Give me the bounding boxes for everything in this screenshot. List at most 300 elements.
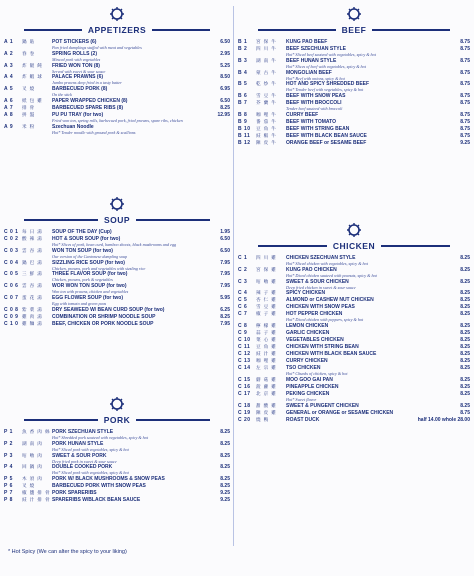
- ornament-icon: [238, 222, 470, 238]
- chicken-list: [238, 255, 470, 424]
- item-description: Hot* Sweet flavor: [286, 397, 317, 402]
- item-description: Minced pork with vegetables: [52, 57, 101, 62]
- item-code: B 5: [238, 81, 248, 88]
- item-description: Hot* Tender beef with vegetables, spicy & hot: [286, 88, 364, 93]
- menu-item: [4, 441, 230, 448]
- menu-item: [4, 321, 230, 328]
- menu-item: [238, 93, 470, 100]
- menu-item: [4, 98, 230, 105]
- item-description: Egg with tomato and green peas: [52, 301, 107, 306]
- menu-item: [238, 330, 470, 337]
- menu-item: [4, 112, 230, 119]
- item-code: C 0 2: [4, 236, 19, 242]
- item-price: 5.95: [220, 294, 230, 301]
- menu-item: [238, 267, 470, 274]
- item-name: SPRING ROLLS (2): [52, 50, 98, 57]
- item-price: 8.25: [460, 376, 470, 383]
- item-name: Szechuan Noodle: [52, 123, 94, 130]
- item-price: 8.25: [460, 278, 470, 285]
- item-code: C 16: [238, 383, 251, 390]
- item-description: Tender beef sauteed with broccoli: [286, 107, 343, 112]
- menu-item: [238, 133, 470, 140]
- item-chinese-name: 雞 麵 湯: [22, 321, 43, 327]
- item-chinese-name: 紫 菜 湯: [22, 307, 43, 313]
- menu-item: [238, 279, 470, 286]
- menu-item: [238, 255, 470, 262]
- item-chinese-name: 宮 保 雞: [256, 267, 277, 273]
- item-code: B 10: [238, 125, 251, 132]
- item-description: Jumbo prawns deep fried in a tasty batter: [52, 81, 122, 86]
- item-description: Our version of the Cantonese dumpling soup: [52, 254, 128, 259]
- menu-item: [238, 337, 470, 344]
- item-chinese-name: 陳 皮 雞: [256, 410, 277, 416]
- item-price: half 14.00 whole 28.00: [417, 416, 470, 423]
- item-price: 7.95: [220, 283, 230, 290]
- item-chinese-name: 燒 鴨: [256, 417, 270, 423]
- menu-item: [238, 100, 470, 107]
- item-name: SPICY CHICKEN: [286, 290, 326, 297]
- item-chinese-name: 豉 汁 雞: [256, 352, 277, 358]
- item-code: C 13: [238, 358, 251, 365]
- item-price: 8.25: [460, 323, 470, 330]
- menu-item: [4, 295, 230, 302]
- item-code: C 0 8: [4, 306, 19, 313]
- item-chinese-name: 檸 檬 雞: [256, 324, 277, 330]
- menu-item: [4, 307, 230, 314]
- item-name: ORANGE BEEF or SESAME BEEF: [286, 139, 367, 146]
- item-chinese-name: 北 京 雞: [256, 391, 277, 397]
- item-chinese-name: 回 鍋 肉: [22, 465, 43, 471]
- item-chinese-name: 雲 吞 湯: [22, 248, 43, 254]
- item-name: COMBINATION OR SHRIMP NOODLE SOUP: [52, 313, 156, 320]
- item-description: Pan fried dumplings stuffed with meat and vegetables: [52, 46, 142, 50]
- item-code: P 1: [4, 429, 13, 435]
- menu-item: [4, 271, 230, 278]
- appetizers-section: [4, 6, 230, 136]
- item-name: HOT PEPPER CHICKEN: [286, 311, 343, 318]
- item-description: Hot* Sliced chicken with vegetables, spicy & hot: [286, 262, 368, 266]
- item-name: CHICKEN WITH SNOW PEAS: [286, 304, 355, 311]
- item-chinese-name: 湖 南 肉: [22, 441, 43, 447]
- item-name: WOR WON TON SOUP (for two): [52, 283, 127, 290]
- item-name: ALMOND or CASHEW NUT CHICKEN: [286, 297, 374, 304]
- item-price: 8.25: [460, 297, 470, 304]
- item-code: B 7: [238, 100, 248, 107]
- menu-item: [238, 304, 470, 311]
- menu-item: [4, 236, 230, 243]
- item-price: 8.75: [460, 81, 470, 88]
- item-description: Hot* Diced chicken sauteed with peanuts, spicy & hot: [286, 273, 377, 278]
- item-name: THREE FLAVOR SOUP (for two): [52, 271, 128, 278]
- item-chinese-name: 酸 辣 湯: [22, 237, 43, 242]
- item-code: C 10: [238, 337, 251, 344]
- item-description: Chicken, prawns, pork and vegetables with sizzling rice: [52, 266, 146, 271]
- item-chinese-name: 陳 皮 牛: [256, 140, 277, 146]
- item-chinese-name: 湖 南 牛: [256, 58, 277, 64]
- item-code: C 1: [238, 255, 248, 261]
- menu-item: [4, 497, 230, 504]
- item-code: C 11: [238, 344, 251, 351]
- item-code: C 0 1: [4, 229, 19, 235]
- menu-item: [4, 483, 230, 490]
- menu-item: [238, 358, 470, 365]
- section-title: SOUP: [98, 215, 136, 225]
- item-name: PORK SZECHUAN STYLE: [52, 429, 114, 435]
- item-name: SOUP OF THE DAY (Cup): [52, 229, 112, 235]
- menu-item: [238, 384, 470, 391]
- item-name: PINEAPPLE CHICKEN: [286, 383, 339, 390]
- item-price: 5.25: [220, 62, 230, 69]
- item-price: 9.25: [220, 490, 230, 497]
- item-name: CURRY CHICKEN: [286, 358, 328, 365]
- item-description: Won ton with prawns, chicken and vegetables: [52, 290, 129, 295]
- menu-item: [4, 86, 230, 93]
- item-description: Hot* Sliced beef sauteed with vegetables, spicy & hot: [286, 53, 376, 57]
- item-name: PAPER WRAPPED CHICKEN (8): [52, 97, 128, 104]
- item-description: Hot* Sliced pork with vegetables, spicy & hot: [52, 471, 129, 476]
- item-code: B 6: [238, 93, 248, 100]
- item-chinese-name: 米 粉: [22, 124, 36, 130]
- item-code: C 7: [238, 311, 248, 318]
- item-price: 8.25: [220, 429, 230, 435]
- item-chinese-name: 炸 餛 飩: [22, 63, 43, 69]
- menu-item: [238, 46, 470, 53]
- item-price: 8.25: [460, 344, 470, 351]
- item-name: SWEET & PUNGENT CHICKEN: [286, 402, 359, 409]
- item-code: A 9: [4, 123, 14, 130]
- item-name: PU PU TRAY (for two): [52, 111, 104, 118]
- item-name: CHICKEN WITH BLACK BEAN SAUCE: [286, 351, 377, 358]
- beef-list: [238, 39, 470, 147]
- menu-item: [4, 429, 230, 436]
- item-chinese-name: 豆 角 牛: [256, 126, 277, 132]
- item-name: FRIED WON TON (8): [52, 62, 100, 69]
- item-code: C 0 4: [4, 259, 19, 266]
- item-price: 8.25: [220, 483, 230, 490]
- item-description: Hot* Sliced pork with vegetables, spicy & hot: [52, 447, 129, 452]
- item-name: LEMON CHICKEN: [286, 323, 329, 330]
- item-name: HOT & SOUR SOUP (for two): [52, 236, 121, 242]
- menu-item: [238, 290, 470, 297]
- item-chinese-name: 每 日 湯: [22, 230, 43, 235]
- section-header: [258, 23, 450, 37]
- item-code: C 8: [238, 323, 248, 330]
- item-price: 6.50: [220, 236, 230, 242]
- item-code: A 3: [4, 62, 14, 69]
- item-price: 8.25: [460, 337, 470, 344]
- item-price: 8.25: [460, 402, 470, 409]
- menu-item: [238, 112, 470, 119]
- item-name: DRY SEAWEED W/ BEAN CURD SOUP (for two): [52, 306, 165, 313]
- item-chinese-name: 咖 哩 牛: [256, 112, 277, 118]
- item-description: Hot* Shredded pork sauteed with vegetables, spicy & hot: [52, 436, 149, 440]
- item-price: 8.25: [220, 104, 230, 111]
- item-code: A 5: [4, 86, 14, 93]
- item-name: BEEF WITH TOMATO: [286, 118, 336, 125]
- section-title: PORK: [98, 415, 137, 425]
- item-name: BEEF WITH BROCCOLI: [286, 100, 342, 107]
- item-name: KUNG PAO CHICKEN: [286, 266, 337, 273]
- item-name: PORK SPARERIBS: [52, 490, 97, 497]
- menu-item: [238, 417, 470, 424]
- item-chinese-name: 豆 角 雞: [256, 345, 277, 351]
- item-price: 6.95: [220, 86, 230, 93]
- item-chinese-name: 杏 仁 雞: [256, 298, 277, 304]
- item-price: 6.50: [220, 247, 230, 254]
- item-price: 8.25: [220, 476, 230, 483]
- menu-item: [4, 105, 230, 112]
- menu-item: [4, 229, 230, 236]
- item-price: 9.25: [460, 139, 470, 146]
- menu-item: [4, 283, 230, 290]
- item-chinese-name: 菠 蘿 雞: [256, 384, 277, 390]
- item-chinese-name: 蒙 古 牛: [256, 70, 277, 76]
- item-price: 8.75: [460, 409, 470, 416]
- item-chinese-name: 蛋 花 湯: [22, 295, 43, 301]
- ornament-icon: [4, 396, 230, 412]
- item-description: Hot* Slices of beef with vegetables, spicy & hot: [286, 64, 366, 69]
- section-header: [24, 213, 210, 227]
- menu-item: [4, 51, 230, 58]
- menu-item: [238, 81, 470, 88]
- menu-item: [238, 403, 470, 410]
- item-code: C 9: [238, 330, 248, 337]
- menu-item: [238, 119, 470, 126]
- item-code: C 0 3: [4, 247, 19, 254]
- item-name: BARBECUED PORK WITH SNOW PEAS: [52, 483, 146, 490]
- item-description: Deep fried chicken in sweet & sour sauce: [286, 285, 356, 290]
- item-price: 8.75: [460, 125, 470, 132]
- menu-item: [238, 311, 470, 318]
- item-name: CURRY BEEF: [286, 111, 319, 118]
- item-chinese-name: 椒 鹽 排 骨: [22, 491, 51, 497]
- item-chinese-name: 四 川 雞: [256, 256, 277, 261]
- menu-item: [4, 476, 230, 483]
- item-name: POT STICKERS (6): [52, 39, 97, 45]
- item-name: DOUBLE COOKED PORK: [52, 464, 113, 471]
- item-code: C 6: [238, 304, 248, 311]
- item-code: A 7: [4, 104, 14, 111]
- item-name: WON TON SOUP (for two): [52, 247, 113, 254]
- item-name: SWEET & SOUR PORK: [52, 452, 107, 459]
- item-chinese-name: 芥 蘭 牛: [256, 101, 277, 107]
- item-chinese-name: 蒜 子 雞: [256, 331, 277, 337]
- item-code: C 12: [238, 351, 251, 358]
- item-price: 8.25: [460, 304, 470, 311]
- menu-item: [4, 464, 230, 471]
- menu-item: [4, 124, 230, 131]
- item-price: 6.50: [220, 97, 230, 104]
- item-price: 8.25: [460, 365, 470, 372]
- ornament-icon: [4, 196, 230, 212]
- item-description: Deep fried pork in sweet & sour sauce: [52, 459, 117, 464]
- item-name: BEEF WITH STRING BEAN: [286, 125, 350, 132]
- item-code: B 12: [238, 139, 251, 146]
- item-name: SIZZLING RICE SOUP (for two): [52, 259, 125, 266]
- item-chinese-name: 木 須 肉: [22, 477, 43, 483]
- item-price: 8.50: [220, 74, 230, 81]
- item-chinese-name: 叉 燒: [22, 87, 36, 93]
- item-name: PALACE PRAWNS (6): [52, 74, 104, 81]
- pork-section: [4, 396, 230, 504]
- item-price: 8.25: [460, 383, 470, 390]
- item-code: P 5: [4, 476, 13, 483]
- item-name: PORK HUNAN STYLE: [52, 440, 104, 447]
- item-price: 8.25: [460, 358, 470, 365]
- item-description: Served with sweet & sour sauce: [52, 69, 106, 74]
- menu-item: [238, 351, 470, 358]
- item-chinese-name: 咕 嚕 肉: [22, 453, 43, 459]
- item-description: Fried won ton, spring rolls, barbecued pork, fried prawns, spare ribs, chicken: [52, 118, 183, 123]
- item-chinese-name: 咖 哩 雞: [256, 359, 277, 365]
- item-code: C 15: [238, 376, 251, 383]
- item-chinese-name: 辣 子 雞: [256, 291, 277, 297]
- item-code: C 3: [238, 278, 248, 285]
- footer-note: * Hot Spicy (We can alter the spicy to your liking): [8, 549, 127, 555]
- menu-item: [238, 323, 470, 330]
- item-price: 8.75: [460, 100, 470, 107]
- item-price: 8.75: [460, 69, 470, 76]
- menu-item: [238, 410, 470, 417]
- item-name: MOO GOO GAI PAN: [286, 376, 333, 383]
- item-name: ROAST DUCK: [286, 416, 320, 423]
- item-price: 8.25: [460, 266, 470, 273]
- ornament-icon: [238, 6, 470, 22]
- item-code: C 0 6: [4, 283, 19, 290]
- item-chinese-name: 咕 嚕 雞: [256, 279, 277, 285]
- item-price: 9.25: [220, 497, 230, 504]
- item-name: PEKING CHICKEN: [286, 390, 330, 397]
- item-code: B 4: [238, 69, 248, 76]
- section-header: [24, 23, 210, 37]
- item-code: P 6: [4, 483, 13, 490]
- item-chinese-name: 宮 保 牛: [256, 40, 277, 45]
- item-chinese-name: 鍋 巴 湯: [22, 260, 43, 266]
- item-code: C 19: [238, 409, 251, 416]
- item-chinese-name: 魚 香 肉 絲: [22, 430, 51, 435]
- item-name: CHICKEN SZECHUAN STYLE: [286, 255, 356, 261]
- item-code: A 2: [4, 50, 14, 57]
- item-code: B 9: [238, 118, 248, 125]
- item-price: 6.25: [220, 306, 230, 313]
- item-code: C 0 7: [4, 294, 19, 301]
- item-price: 8.75: [460, 39, 470, 45]
- menu-item: [4, 63, 230, 70]
- menu-item: [238, 297, 470, 304]
- menu-item: [4, 74, 230, 81]
- item-name: MONGOLIAN BEEF: [286, 69, 332, 76]
- item-code: C 20: [238, 416, 251, 423]
- item-code: A 4: [4, 74, 14, 81]
- item-price: 8.25: [220, 440, 230, 447]
- item-chinese-name: 排 骨: [22, 105, 36, 111]
- menu-item: [238, 58, 470, 65]
- item-name: BARBECUED SPARE RIBS (8): [52, 104, 124, 111]
- item-name: VEGETABLES CHICKEN: [286, 337, 344, 344]
- item-chinese-name: 三 鮮 湯: [22, 272, 43, 278]
- item-price: 8.25: [460, 390, 470, 397]
- section-title: APPETIZERS: [82, 25, 152, 35]
- item-price: 1.95: [220, 229, 230, 235]
- item-description: Chicken, prawns, pork & vegetables: [52, 278, 113, 283]
- item-price: 8.75: [460, 46, 470, 52]
- item-code: C 4: [238, 290, 248, 297]
- item-code: A 8: [4, 111, 14, 118]
- item-chinese-name: 豉 汁 排 骨: [22, 498, 51, 504]
- item-price: 7.95: [220, 259, 230, 266]
- item-price: 8.25: [460, 351, 470, 358]
- item-name: BEEF, CHICKEN OR PORK NOODLE SOUP: [52, 320, 154, 327]
- item-name: SPARERIBS W/BLACK BEAN SAUCE: [52, 497, 141, 504]
- section-title: CHICKEN: [327, 241, 381, 251]
- item-price: 8.75: [460, 118, 470, 125]
- soup-section: [4, 196, 230, 328]
- item-code: P 4: [4, 464, 13, 471]
- item-name: HOT AND SPICY SHREDDED BEEF: [286, 81, 370, 88]
- section-title: BEEF: [336, 25, 373, 35]
- item-chinese-name: 番 茄 牛: [256, 119, 277, 125]
- menu-item: [238, 391, 470, 398]
- menu-item: [4, 490, 230, 497]
- item-name: PORK W/ BLACK MUSHROOMS & SNOW PEAS: [52, 476, 165, 483]
- section-header: [24, 413, 210, 427]
- menu-item: [4, 314, 230, 321]
- item-name: SWEET & SOUR CHICKEN: [286, 278, 349, 285]
- menu-item: [238, 344, 470, 351]
- item-price: 8.25: [220, 313, 230, 320]
- item-chinese-name: 雪 豆 雞: [256, 305, 277, 311]
- item-name: BEEF WITH BLACK BEAN SAUCE: [286, 132, 367, 139]
- soup-list: [4, 229, 230, 328]
- item-description: Hot* Chunks of chicken, spicy & hot: [286, 372, 348, 377]
- item-name: EGG FLOWER SOUP (for two): [52, 294, 124, 301]
- item-name: GENERAL or ORANGE or SESAME CHICKEN: [286, 409, 394, 416]
- item-price: 2.95: [220, 50, 230, 57]
- item-price: 6.50: [220, 39, 230, 45]
- item-price: 8.25: [220, 464, 230, 471]
- item-name: GARLIC CHICKEN: [286, 330, 330, 337]
- item-code: C 0 5: [4, 271, 19, 278]
- menu-item: [4, 453, 230, 460]
- item-name: BEEF HUNAN STYLE: [286, 57, 337, 64]
- item-code: C 2: [238, 266, 248, 273]
- item-code: C 17: [238, 390, 251, 397]
- item-chinese-name: 雞 肉 湯: [22, 314, 43, 320]
- menu-item: [238, 377, 470, 384]
- pork-list: [4, 429, 230, 504]
- item-description: On the stick: [52, 93, 73, 98]
- column-divider: [233, 6, 234, 546]
- item-price: 12.95: [217, 111, 230, 118]
- item-chinese-name: 四 川 牛: [256, 47, 277, 52]
- item-price: 8.25: [460, 311, 470, 318]
- menu-item: [238, 126, 470, 133]
- item-chinese-name: 菜 心 雞: [256, 338, 277, 344]
- item-code: C 14: [238, 365, 251, 372]
- item-chinese-name: 豉 椒 牛: [256, 133, 277, 139]
- menu-item: [238, 140, 470, 147]
- item-description: Hot* Beef with onions, spicy & hot: [286, 76, 345, 81]
- item-price: 8.25: [460, 290, 470, 297]
- item-name: TSO CHICKEN: [286, 365, 321, 372]
- item-name: BEEF WITH SNOW PEAS: [286, 93, 346, 100]
- ornament-icon: [4, 6, 230, 22]
- item-price: 8.75: [460, 132, 470, 139]
- item-chinese-name: 雪 豆 牛: [256, 94, 277, 100]
- item-code: B 2: [238, 46, 248, 52]
- appetizers-list: [4, 39, 230, 136]
- item-code: P 3: [4, 452, 13, 459]
